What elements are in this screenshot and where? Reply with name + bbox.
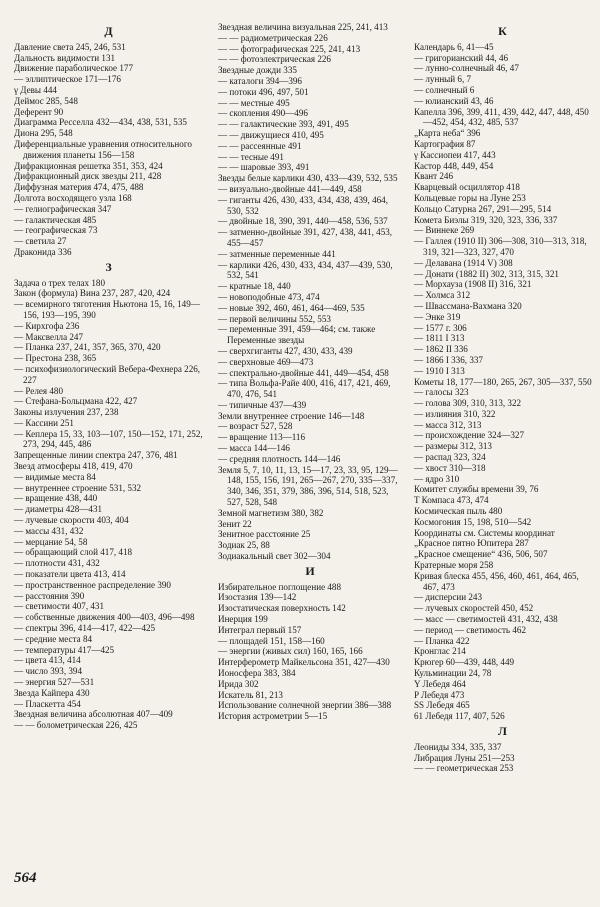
index-entry: Интеграл первый 157 <box>218 624 302 635</box>
index-entry: Координаты см. Системы координат <box>414 527 555 538</box>
index-entry: Интерферометр Майкельсона 351, 427—430 <box>218 657 390 668</box>
index-entry: Земля 5, 7, 10, 11, 13, 15—17, 23, 33, 95, 129—148, 155, 156, 191, 265—267, 270, 335—337, 340, 346, 351, 379, 386, 396, 514, 518, 523, 527, 528, 548 <box>218 464 398 508</box>
index-entry: — типичные 437—439 <box>218 399 307 410</box>
index-entry: — кратные 18, 440 <box>218 281 291 292</box>
index-column-2 <box>218 22 403 722</box>
index-entry: Диференциальные уравнения относительного движения планеты 156—158 <box>14 138 192 160</box>
index-entry: Крюгер 60—439, 448, 449 <box>414 657 515 668</box>
index-entry: T Компаса 473, 474 <box>414 495 489 506</box>
index-entry: Изостазия 139—142 <box>218 592 297 603</box>
index-entry: Дальность видимости 131 <box>14 52 116 63</box>
index-entry: — 1862 II 336 <box>414 344 468 355</box>
index-entry: — обращающий слой 417, 418 <box>14 547 133 558</box>
index-entry: Календарь 6, 41—45 <box>414 41 494 52</box>
index-entry: — вращение 438, 440 <box>14 493 98 504</box>
index-entry: — потоки 496, 497, 501 <box>218 86 309 97</box>
index-entry: — массы 431, 432 <box>14 525 84 536</box>
index-entry: — Швассмана-Вахмана 320 <box>414 300 522 311</box>
index-entry: — Виннеке 269 <box>414 225 475 236</box>
index-entry: Квант 246 <box>414 171 454 182</box>
index-entry: Диаграмма Ресселла 432—434, 438, 531, 535 <box>14 117 187 128</box>
index-entry: — солнечный 6 <box>414 84 475 95</box>
page-number: 564 <box>14 870 37 886</box>
index-entry: — — местные 495 <box>218 97 290 108</box>
index-entry: „Красное пятно Юпитера 287 <box>414 538 529 549</box>
index-entry: — — радиометрическая 226 <box>218 32 328 43</box>
index-entry: — средние места 84 <box>14 633 93 644</box>
index-entry: — географическая 73 <box>14 225 98 236</box>
section-letter: Д <box>104 24 114 38</box>
index-entry: Законы излучения 237, 238 <box>14 407 119 418</box>
index-entry: Y Лебедя 464 <box>414 678 466 689</box>
index-entry: Кольцевые горы на Луне 253 <box>414 192 526 203</box>
index-entry: — всемирного тяготения Ньютона 15, 16, 149—156, 193—195, 390 <box>14 299 200 320</box>
index-entry: Ирида 302 <box>218 678 259 689</box>
index-entry: Комитет службы времени 39, 76 <box>414 484 539 495</box>
section-letter: И <box>305 563 316 578</box>
index-entry: — лунный 6, 7 <box>414 74 472 85</box>
index-entry: — сверхновые 469—473 <box>218 356 314 367</box>
index-entry: Диффузная материя 474, 475, 488 <box>14 182 144 193</box>
index-entry: Зенитное расстояние 25 <box>218 529 311 540</box>
index-entry: Запрещенные линии спектра 247, 376, 481 <box>14 450 178 461</box>
index-entry: — Престона 238, 365 <box>14 353 97 364</box>
index-entry: — масса 144—146 <box>218 443 290 454</box>
index-entry: — галактическая 485 <box>14 214 97 225</box>
index-entry: — визуально-двойные 441—449, 458 <box>218 183 362 194</box>
index-entry: Диона 295, 548 <box>14 128 73 139</box>
index-entry: — Кеплера 15, 33, 103—107, 150—152, 171, 252, 273, 294, 445, 486 <box>14 428 203 450</box>
index-entry: Земли внутреннее строение 146—148 <box>218 410 365 421</box>
index-entry: Давление света 245, 246, 531 <box>14 41 126 52</box>
index-column-1 <box>14 22 204 731</box>
index-entry: — — геометрическая 253 <box>414 763 514 774</box>
index-entry: — средняя плотность 144—146 <box>218 453 341 464</box>
index-entry: Деймос 285, 548 <box>14 95 78 106</box>
index-entry: Звезды белые карлики 430, 433—439, 532, 535 <box>218 173 398 184</box>
index-entry: — — рассеянные 491 <box>218 140 302 151</box>
index-entry: — Кассини 251 <box>14 417 74 428</box>
index-entry: — масс — светимостей 431, 432, 438 <box>414 614 558 625</box>
index-entry: — вращение 113—116 <box>218 432 306 443</box>
index-entry: Звезд атмосферы 418, 419, 470 <box>14 461 133 472</box>
index-entry: — новоподобные 473, 474 <box>218 291 320 302</box>
index-entry: Звездная величина визуальная 225, 241, 413 <box>218 22 388 32</box>
index-entry: — григорианский 44, 46 <box>414 52 509 63</box>
index-entry: — Релея 480 <box>14 385 64 396</box>
index-entry: Долгота восходящего узла 168 <box>14 192 132 203</box>
index-entry: — — фотографическая 225, 241, 413 <box>218 43 361 54</box>
index-entry: Кастор 448, 449, 454 <box>414 160 494 171</box>
index-entry: Комета Биэлы 319, 320, 323, 336, 337 <box>414 214 558 225</box>
index-entry: Движение параболическое 177 <box>14 63 133 74</box>
index-entry: — эллиптическое 171—176 <box>14 74 121 85</box>
index-entry: — хвост 310—318 <box>414 462 486 473</box>
index-entry: — — шаровые 393, 491 <box>218 162 310 173</box>
index-entry: Зенит 22 <box>218 518 252 529</box>
index-entry: — расстояния 390 <box>14 590 85 601</box>
index-entry: — 1910 I 313 <box>414 365 465 376</box>
index-entry: Использование солнечной энергии 386—388 <box>218 700 392 711</box>
index-entry: — сверхгиганты 427, 430, 433, 439 <box>218 345 353 356</box>
index-entry: — переменные 391, 459—464; см. также Переменные звезды <box>218 324 376 346</box>
index-entry: — типа Вольфа-Райе 400, 416, 417, 421, 469, 470, 476, 541 <box>218 378 391 400</box>
index-entry: Дифракционный диск звезды 211, 428 <box>14 171 162 182</box>
index-entry: — Кирхгофа 236 <box>14 320 80 331</box>
index-entry: — возраст 527, 528 <box>218 421 293 432</box>
index-entry: — новые 392, 460, 461, 464—469, 535 <box>218 302 365 313</box>
index-entry: — распад 323, 324 <box>414 452 486 463</box>
index-entry: — Стефана-Больцмана 422, 427 <box>14 396 138 407</box>
index-entry: SS Лебедя 465 <box>414 700 470 711</box>
index-entry: Земной магнетизм 380, 382 <box>218 507 324 518</box>
index-entry: — энергии (живых сил) 160, 165, 166 <box>218 646 363 657</box>
section-letter: Л <box>498 724 508 738</box>
index-entry: Зодиакальный свет 302—304 <box>218 551 331 562</box>
index-entry: — Делавана (1914 V) 308 <box>414 257 513 268</box>
index-entry: — Максвелла 247 <box>14 331 84 342</box>
index-entry: — излияния 310, 322 <box>414 408 496 419</box>
index-entry: — происхождение 324—327 <box>414 430 524 441</box>
index-entry: Драконида 336 <box>14 246 72 257</box>
index-entry: Ионосфера 383, 384 <box>218 668 296 679</box>
index-entry: Картография 87 <box>414 138 476 149</box>
index-entry: Зодиак 25, 88 <box>218 540 270 551</box>
index-entry: — двойные 18, 390, 391, 440—458, 536, 537 <box>218 216 388 227</box>
index-entry: γ Девы 444 <box>14 84 57 95</box>
index-entry: — каталоги 394—396 <box>218 75 302 86</box>
index-entry: Либрация Луны 251—253 <box>414 752 515 763</box>
index-entry: История астрометрии 5—15 <box>218 711 328 722</box>
index-entry: — — движущиеся 410, 495 <box>218 129 324 140</box>
index-entry: Кометы 18, 177—180, 265, 267, 305—337, 550 <box>414 376 592 387</box>
index-entry: Закон (формула) Вина 237, 287, 420, 424 <box>14 288 171 299</box>
index-entry: — светила 27 <box>14 236 67 247</box>
index-entry: Кронглас 214 <box>414 646 466 657</box>
index-entry: — гелиографическая 347 <box>14 203 112 214</box>
index-entry: — 1577 г. 306 <box>414 322 467 333</box>
index-entry: — 1866 I 336, 337 <box>414 354 483 365</box>
index-entry: — карлики 426, 430, 433, 434, 437—439, 530, 532, 541 <box>218 259 393 281</box>
index-entry: Кривая блеска 455, 456, 460, 461, 464, 465, 467, 473 <box>414 570 579 592</box>
index-entry: — масса 312, 313 <box>414 419 482 430</box>
index-entry: — плотности 431, 432 <box>14 558 100 569</box>
index-entry: Кольцо Сатурна 267, 291—295, 514 <box>414 203 552 214</box>
index-entry: — видимые места 84 <box>14 471 96 482</box>
index-entry: Леониды 334, 335, 337 <box>414 741 502 752</box>
index-entry: 61 Лебедя 117, 407, 526 <box>414 711 505 722</box>
index-entry: — затменные переменные 441 <box>218 248 336 259</box>
index-entry: Кульминации 24, 78 <box>414 668 492 679</box>
index-entry: — пространственное распределение 390 <box>14 579 171 590</box>
index-entry: Кратерные моря 258 <box>414 560 494 571</box>
index-entry: Кварцевый осциллятор 418 <box>414 182 520 193</box>
index-column-3 <box>414 22 592 774</box>
index-entry: Звездная величина абсолютная 407—409 <box>14 709 173 720</box>
index-entry: — — болометрическая 226, 425 <box>14 720 138 731</box>
index-entry: — — тесные 491 <box>218 151 284 162</box>
index-entry: Искатель 81, 213 <box>218 689 283 700</box>
index-entry: — собственные движения 400—403, 496—498 <box>14 612 195 623</box>
index-entry: Деферент 90 <box>14 106 64 117</box>
index-entry: — показатели цвета 413, 414 <box>14 569 126 580</box>
section-letter: К <box>498 24 508 38</box>
index-entry: — спектры 396, 414—417, 422—425 <box>14 623 156 634</box>
index-entry: — первой величины 552, 553 <box>218 313 331 324</box>
index-entry: — галосы 323 <box>414 387 469 398</box>
index-entry: — затменно-двойные 391, 427, 438, 441, 453, 455—457 <box>218 227 393 248</box>
index-entry: — юлианский 43, 46 <box>414 95 494 106</box>
section-letter: З <box>105 259 113 274</box>
index-entry: — — галактические 393, 491, 495 <box>218 119 349 130</box>
index-entry: — гиганты 426, 430, 433, 434, 438, 439, 464, 530, 532 <box>218 194 388 216</box>
index-entry: — Донати (1882 II) 302, 313, 315, 321 <box>414 268 559 279</box>
index-entry: P Лебедя 473 <box>414 689 465 700</box>
index-entry: — число 393, 394 <box>14 666 83 677</box>
index-entry: Изостатическая поверхность 142 <box>218 603 346 614</box>
index-entry: — лунно-солнечный 46, 47 <box>414 63 519 74</box>
index-entry: „Карта неба“ 396 <box>414 128 481 139</box>
index-entry: — Планка 237, 241, 357, 365, 370, 420 <box>14 342 161 353</box>
index-entry: Задача о трех телах 180 <box>14 277 106 288</box>
index-entry: Инерция 199 <box>218 614 268 625</box>
index-entry: — Пласкетта 454 <box>14 698 81 709</box>
index-entry: Капелла 396, 399, 411, 439, 442, 447, 448, 450—452, 454, 432, 485, 537 <box>414 106 589 128</box>
index-entry: γ Кассиопеи 417, 443 <box>414 149 496 160</box>
index-entry: — энергия 527—531 <box>14 677 95 688</box>
index-entry: — лучевые скорости 403, 404 <box>14 515 129 526</box>
index-entry: — лучевых скоростей 450, 452 <box>414 603 534 614</box>
index-entry: — Энке 319 <box>414 311 461 322</box>
index-entry: — Морхауза (1908 II) 316, 321 <box>414 279 532 290</box>
index-entry: — ядро 310 <box>414 473 460 484</box>
index-entry: — голова 309, 310, 313, 322 <box>414 398 522 409</box>
index-entry: — цвета 413, 414 <box>14 655 81 666</box>
index-entry: — Галлея (1910 II) 306—308, 310—313, 318, 319, 321—323, 327, 470 <box>414 236 587 257</box>
index-entry: — светимости 407, 431 <box>14 601 105 612</box>
index-entry: — Планка 422 <box>414 635 470 646</box>
index-entry: — размеры 312, 313 <box>414 441 492 452</box>
index-entry: Космическая пыль 480 <box>414 506 503 517</box>
index-entry: — внутреннее строение 531, 532 <box>14 482 142 493</box>
index-entry: — период — светимость 462 <box>414 624 526 635</box>
index-entry: Звезда Кайпера 430 <box>14 687 90 698</box>
index-entry: Дифракционная решетка 351, 353, 424 <box>14 160 163 171</box>
index-entry: — — фотоэлектрическая 226 <box>218 54 331 65</box>
index-entry: — спектрально-двойные 441, 449—454, 458 <box>218 367 389 378</box>
index-entry: Избирательное поглощение 488 <box>218 581 342 592</box>
index-entry: — скопления 490—496 <box>218 108 308 119</box>
index-entry: — 1811 I 313 <box>414 333 465 344</box>
index-entry: — температуры 417—425 <box>14 644 115 655</box>
index-entry: — диаметры 428—431 <box>14 504 103 515</box>
index-entry: — психофизиологический Вебера-Фехнера 226, 227 <box>14 363 201 385</box>
index-entry: — Холмса 312 <box>414 290 471 301</box>
index-entry: „Красное смещение“ 436, 506, 507 <box>414 549 548 560</box>
index-entry: — мерцание 54, 58 <box>14 536 88 547</box>
index-entry: Звездные дожди 335 <box>218 65 297 76</box>
index-entry: Космогония 15, 198, 510—542 <box>414 516 532 527</box>
index-entry: — площадей 151, 158—160 <box>218 635 325 646</box>
index-entry: — дисперсии 243 <box>414 592 483 603</box>
